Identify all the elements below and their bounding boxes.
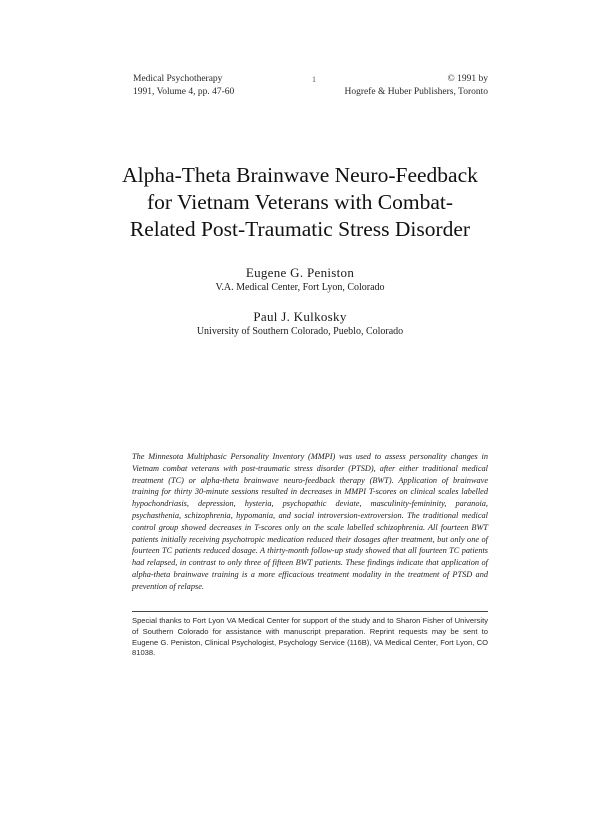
journal-citation <box>133 73 234 99</box>
copyright-year: © 1991 by <box>447 74 488 84</box>
author-affiliation: V.A. Medical Center, Fort Lyon, Colorado <box>215 282 385 293</box>
author-1 <box>60 265 540 294</box>
volume-info: 1991, Volume 4, pp. 47-60 <box>133 87 235 97</box>
title-line-3: Related Post-Traumatic Stress Disorder <box>129 217 471 241</box>
copyright-notice <box>345 73 488 99</box>
journal-name: Medical Psychotherapy <box>133 74 223 84</box>
publisher-name: Hogrefe & Huber Publishers, Toronto <box>344 87 488 97</box>
author-name: Eugene G. Peniston <box>245 265 355 280</box>
author-2 <box>60 309 540 338</box>
acknowledgement-footnote: Special thanks to Fort Lyon VA Medical Center for support of the study and to Sharon Fisher of University of Southern Colorado for assistance with manuscript preparation. Reprint requests may be sent to Eugene G. Peniston, Clinical Psychologist, Psychology Service (116B), VA Medical Center, Fort Lyon, CO 81038. <box>132 616 488 658</box>
title-line-1: Alpha-Theta Brainwave Neuro-Feedback <box>122 163 478 187</box>
author-name: Paul J. Kulkosky <box>253 309 347 324</box>
title-line-2: for Vietnam Veterans with Combat- <box>146 190 454 214</box>
footnote-divider <box>132 611 488 612</box>
article-title <box>60 162 540 243</box>
header-mark: 1 <box>312 75 316 84</box>
abstract: The Minnesota Multiphasic Personality Inventory (MMPI) was used to assess personality changes in Vietnam combat veterans with post-traumatic stress disorder (PTSD), after either traditional medical treatment (TC) or alpha-theta brainwave neuro-feedback therapy (BWT). Application of brainwave training for thirty 30-minute sessions resulted in decreases in MMPI T-scores on clinical scales labelled hypochondriasis, depression, hysteria, psychopathic deviate, masculinity-femininity, paranoia, psychasthenia, schizophrenia, hypomania, and social introversion-extroversion. The traditional medical control group showed decreases in T-scores only on the scale labelled schizophrenia. All fourteen BWT patients initially receiving psychotropic medication reduced their dosages after treatment, but only one of fourteen TC patients reduced dosage. A thirty-month follow-up study showed that all fourteen TC patients had relapsed, in contrast to only three of fifteen BWT patients. These findings indicate that application of alpha-theta brainwave training is a more efficacious treatment modality in the treatment of PTSD and prevention of relapse. <box>132 452 488 591</box>
author-affiliation: University of Southern Colorado, Pueblo, Colorado <box>196 326 404 337</box>
